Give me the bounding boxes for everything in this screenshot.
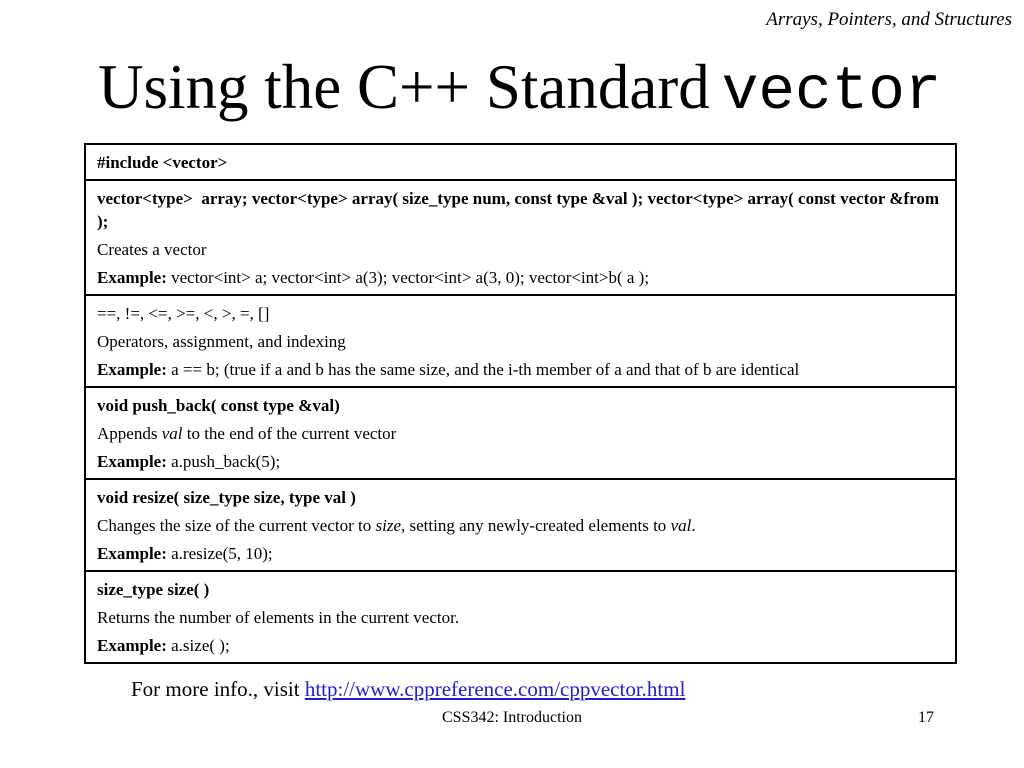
example-text: a.size( );	[166, 636, 230, 655]
section-header: Arrays, Pointers, and Structures	[766, 9, 1012, 30]
table-row-resize	[86, 478, 955, 570]
description-emphasis: val	[670, 516, 692, 535]
example-text: a.push_back(5);	[166, 452, 281, 471]
more-info-prefix: For more info., visit	[131, 677, 305, 701]
row-signature: ==, !=, <=, >=, <, >, =, []	[97, 304, 270, 323]
row-example	[97, 450, 947, 473]
slide-title	[98, 52, 941, 128]
row-description	[97, 330, 947, 353]
table-row-operators	[86, 294, 955, 386]
example-text: a.resize(5, 10);	[166, 544, 273, 563]
description-text: Changes the size of the current vector to	[97, 516, 376, 535]
example-label: Example:	[97, 544, 167, 563]
row-signature: void push_back( const type &val)	[97, 396, 340, 415]
description-text: Creates a vector	[97, 240, 207, 259]
row-signature: size_type size( )	[97, 580, 210, 599]
row-signature: vector<type> array; vector<type> array( size_type num, const type &val ); vector<type> array( const vector &from );	[97, 189, 944, 231]
description-text: to the end of the current vector	[182, 424, 397, 443]
table-row-push-back	[86, 386, 955, 478]
footer-course: CSS342: Introduction	[441, 709, 582, 726]
table-row-include	[86, 145, 955, 179]
row-signature: #include <vector>	[97, 153, 228, 172]
vector-reference-table	[84, 143, 957, 664]
example-label: Example:	[97, 452, 167, 471]
description-text: , setting any newly-created elements to	[401, 516, 671, 535]
example-text: a == b; (true if a and b has the same size, and the i-th member of a and that of b are identical	[166, 360, 800, 379]
page-number: 17	[918, 709, 934, 726]
row-example	[97, 542, 947, 565]
row-description	[97, 422, 947, 445]
more-info-line	[131, 675, 685, 703]
row-example	[97, 266, 947, 289]
row-description	[97, 514, 947, 537]
description-emphasis: val	[161, 424, 183, 443]
description-text: Returns the number of elements in the current vector.	[97, 608, 460, 627]
row-example	[97, 634, 947, 657]
row-description	[97, 606, 947, 629]
row-example	[97, 358, 947, 381]
table-row-constructor	[86, 179, 955, 294]
description-text: .	[691, 516, 696, 535]
description-emphasis: size	[375, 516, 402, 535]
row-description	[97, 238, 947, 261]
description-text: Appends	[97, 424, 162, 443]
example-label: Example:	[97, 636, 167, 655]
description-text: Operators, assignment, and indexing	[97, 332, 346, 351]
row-signature: void resize( size_type size, type val )	[97, 488, 356, 507]
example-label: Example:	[97, 268, 167, 287]
example-label: Example:	[97, 360, 167, 379]
slide-title-text: Using the C++ Standard	[98, 52, 710, 122]
cppreference-link[interactable]: http://www.cppreference.com/cppvector.html	[304, 677, 686, 701]
table-row-size	[86, 570, 955, 662]
example-text: vector<int> a; vector<int> a(3); vector<int> a(3, 0); vector<int>b( a );	[166, 268, 650, 287]
slide-title-code: vector	[721, 58, 942, 127]
